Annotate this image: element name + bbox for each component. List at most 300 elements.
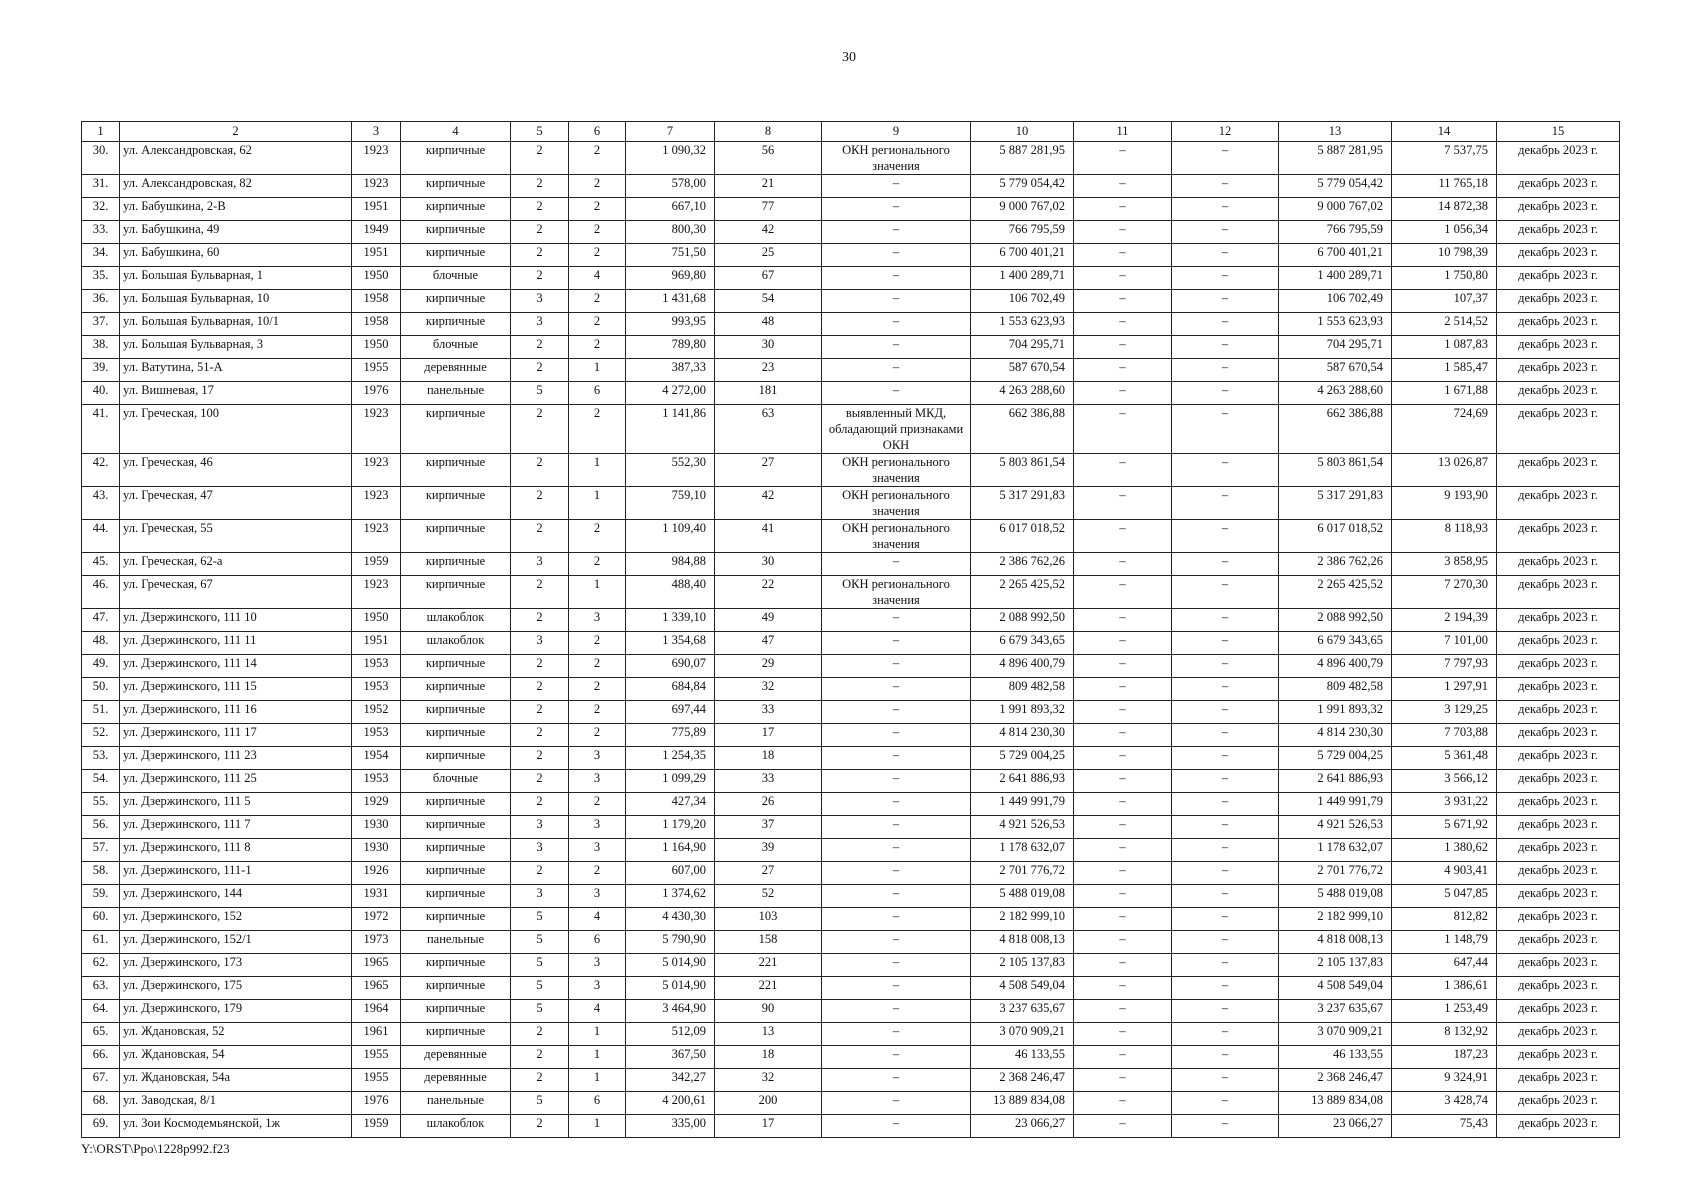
cell-heritage-status: – <box>822 632 971 655</box>
cell-area: 488,40 <box>626 576 715 609</box>
table-body <box>82 142 1620 1138</box>
cell-cost-col-11: – <box>1074 520 1172 553</box>
column-header-15: 15 <box>1497 122 1620 142</box>
table-row <box>82 198 1620 221</box>
table-row <box>82 520 1620 553</box>
cell-cost-per-sqm: 812,82 <box>1392 908 1497 931</box>
cell-entrances: 3 <box>569 839 626 862</box>
cell-residents: 33 <box>715 770 822 793</box>
cell-entrances: 3 <box>569 885 626 908</box>
cell-cost-total: 809 482,58 <box>971 678 1074 701</box>
cell-cost-col-12: – <box>1172 175 1279 198</box>
cell-cost-col-13: 1 178 632,07 <box>1279 839 1392 862</box>
cell-row-number: 57. <box>82 839 120 862</box>
table-row <box>82 908 1620 931</box>
cell-deadline: декабрь 2023 г. <box>1497 954 1620 977</box>
cell-area: 759,10 <box>626 487 715 520</box>
cell-entrances: 3 <box>569 747 626 770</box>
table-row <box>82 954 1620 977</box>
column-header-10: 10 <box>971 122 1074 142</box>
cell-cost-per-sqm: 9 193,90 <box>1392 487 1497 520</box>
cell-cost-col-11: – <box>1074 701 1172 724</box>
cell-heritage-status: – <box>822 678 971 701</box>
cell-floors: 2 <box>511 1115 569 1138</box>
cell-year-built: 1965 <box>352 977 401 1000</box>
cell-entrances: 2 <box>569 655 626 678</box>
cell-residents: 56 <box>715 142 822 175</box>
cell-cost-col-11: – <box>1074 405 1172 454</box>
cell-heritage-status: – <box>822 816 971 839</box>
cell-area: 775,89 <box>626 724 715 747</box>
cell-cost-col-13: 5 317 291,83 <box>1279 487 1392 520</box>
cell-address: ул. Дзержинского, 111 25 <box>120 770 352 793</box>
cell-cost-col-13: 5 803 861,54 <box>1279 454 1392 487</box>
cell-address: ул. Вишневая, 17 <box>120 382 352 405</box>
cell-address: ул. Заводская, 8/1 <box>120 1092 352 1115</box>
cell-deadline: декабрь 2023 г. <box>1497 862 1620 885</box>
cell-cost-col-13: 2 088 992,50 <box>1279 609 1392 632</box>
cell-cost-per-sqm: 2 194,39 <box>1392 609 1497 632</box>
table-row <box>82 290 1620 313</box>
cell-entrances: 3 <box>569 977 626 1000</box>
cell-cost-col-12: – <box>1172 1069 1279 1092</box>
column-header-3: 3 <box>352 122 401 142</box>
cell-residents: 200 <box>715 1092 822 1115</box>
cell-deadline: декабрь 2023 г. <box>1497 770 1620 793</box>
cell-deadline: декабрь 2023 г. <box>1497 576 1620 609</box>
cell-cost-col-12: – <box>1172 454 1279 487</box>
cell-address: ул. Зои Космодемьянской, 1ж <box>120 1115 352 1138</box>
table-row <box>82 382 1620 405</box>
cell-area: 512,09 <box>626 1023 715 1046</box>
cell-floors: 3 <box>511 313 569 336</box>
cell-area: 5 790,90 <box>626 931 715 954</box>
housing-table-container <box>81 121 1619 1138</box>
cell-year-built: 1955 <box>352 359 401 382</box>
table-row <box>82 454 1620 487</box>
cell-year-built: 1950 <box>352 267 401 290</box>
cell-address: ул. Большая Бульварная, 1 <box>120 267 352 290</box>
cell-row-number: 47. <box>82 609 120 632</box>
cell-cost-col-12: – <box>1172 977 1279 1000</box>
cell-row-number: 67. <box>82 1069 120 1092</box>
cell-cost-col-13: 4 921 526,53 <box>1279 816 1392 839</box>
cell-year-built: 1958 <box>352 290 401 313</box>
cell-heritage-status: – <box>822 359 971 382</box>
table-row <box>82 313 1620 336</box>
cell-cost-col-13: 6 700 401,21 <box>1279 244 1392 267</box>
cell-wall-material: кирпичные <box>401 885 511 908</box>
cell-entrances: 2 <box>569 198 626 221</box>
cell-floors: 2 <box>511 770 569 793</box>
cell-entrances: 3 <box>569 770 626 793</box>
cell-cost-col-13: 2 368 246,47 <box>1279 1069 1392 1092</box>
cell-area: 578,00 <box>626 175 715 198</box>
cell-cost-col-11: – <box>1074 885 1172 908</box>
cell-entrances: 2 <box>569 405 626 454</box>
cell-entrances: 2 <box>569 313 626 336</box>
cell-heritage-status: – <box>822 1023 971 1046</box>
cell-cost-col-11: – <box>1074 487 1172 520</box>
cell-entrances: 3 <box>569 609 626 632</box>
table-row <box>82 1069 1620 1092</box>
table-row <box>82 576 1620 609</box>
cell-heritage-status: – <box>822 793 971 816</box>
cell-cost-col-12: – <box>1172 862 1279 885</box>
cell-wall-material: блочные <box>401 770 511 793</box>
cell-residents: 42 <box>715 221 822 244</box>
cell-area: 993,95 <box>626 313 715 336</box>
cell-cost-col-12: – <box>1172 931 1279 954</box>
cell-heritage-status: – <box>822 954 971 977</box>
cell-residents: 67 <box>715 267 822 290</box>
cell-entrances: 3 <box>569 954 626 977</box>
cell-wall-material: деревянные <box>401 1069 511 1092</box>
cell-cost-col-11: – <box>1074 839 1172 862</box>
cell-entrances: 6 <box>569 1092 626 1115</box>
cell-address: ул. Бабушкина, 60 <box>120 244 352 267</box>
cell-year-built: 1950 <box>352 336 401 359</box>
cell-floors: 2 <box>511 1046 569 1069</box>
cell-cost-per-sqm: 3 566,12 <box>1392 770 1497 793</box>
cell-entrances: 2 <box>569 221 626 244</box>
cell-address: ул. Греческая, 46 <box>120 454 352 487</box>
cell-cost-col-12: – <box>1172 244 1279 267</box>
cell-address: ул. Бабушкина, 49 <box>120 221 352 244</box>
cell-cost-per-sqm: 5 361,48 <box>1392 747 1497 770</box>
cell-area: 1 109,40 <box>626 520 715 553</box>
cell-cost-total: 3 070 909,21 <box>971 1023 1074 1046</box>
cell-deadline: декабрь 2023 г. <box>1497 359 1620 382</box>
cell-deadline: декабрь 2023 г. <box>1497 977 1620 1000</box>
cell-cost-col-13: 5 887 281,95 <box>1279 142 1392 175</box>
cell-cost-col-13: 5 779 054,42 <box>1279 175 1392 198</box>
cell-cost-col-13: 4 814 230,30 <box>1279 724 1392 747</box>
cell-entrances: 1 <box>569 576 626 609</box>
cell-address: ул. Большая Бульварная, 10 <box>120 290 352 313</box>
cell-cost-col-11: – <box>1074 931 1172 954</box>
cell-heritage-status: ОКН регионального значения <box>822 454 971 487</box>
table-row <box>82 487 1620 520</box>
cell-floors: 2 <box>511 487 569 520</box>
cell-cost-per-sqm: 9 324,91 <box>1392 1069 1497 1092</box>
cell-year-built: 1930 <box>352 839 401 862</box>
cell-address: ул. Дзержинского, 111 7 <box>120 816 352 839</box>
cell-heritage-status: – <box>822 244 971 267</box>
cell-area: 552,30 <box>626 454 715 487</box>
cell-residents: 30 <box>715 553 822 576</box>
cell-cost-total: 9 000 767,02 <box>971 198 1074 221</box>
cell-cost-col-12: – <box>1172 1000 1279 1023</box>
cell-cost-col-13: 5 729 004,25 <box>1279 747 1392 770</box>
cell-entrances: 2 <box>569 290 626 313</box>
cell-entrances: 1 <box>569 1115 626 1138</box>
cell-wall-material: кирпичные <box>401 454 511 487</box>
cell-wall-material: панельные <box>401 1092 511 1115</box>
cell-year-built: 1949 <box>352 221 401 244</box>
cell-area: 800,30 <box>626 221 715 244</box>
table-row <box>82 701 1620 724</box>
cell-year-built: 1973 <box>352 931 401 954</box>
cell-address: ул. Дзержинского, 152/1 <box>120 931 352 954</box>
cell-cost-col-13: 809 482,58 <box>1279 678 1392 701</box>
cell-heritage-status: – <box>822 175 971 198</box>
cell-cost-col-13: 6 679 343,65 <box>1279 632 1392 655</box>
cell-row-number: 36. <box>82 290 120 313</box>
cell-wall-material: кирпичные <box>401 405 511 454</box>
cell-cost-col-11: – <box>1074 977 1172 1000</box>
cell-entrances: 4 <box>569 267 626 290</box>
cell-cost-total: 6 679 343,65 <box>971 632 1074 655</box>
table-row <box>82 724 1620 747</box>
cell-row-number: 40. <box>82 382 120 405</box>
cell-row-number: 53. <box>82 747 120 770</box>
cell-wall-material: кирпичные <box>401 576 511 609</box>
cell-year-built: 1923 <box>352 454 401 487</box>
cell-area: 1 374,62 <box>626 885 715 908</box>
cell-cost-total: 4 921 526,53 <box>971 816 1074 839</box>
table-row <box>82 885 1620 908</box>
cell-cost-col-13: 766 795,59 <box>1279 221 1392 244</box>
cell-residents: 17 <box>715 1115 822 1138</box>
table-row <box>82 678 1620 701</box>
cell-year-built: 1972 <box>352 908 401 931</box>
cell-residents: 37 <box>715 816 822 839</box>
cell-floors: 3 <box>511 553 569 576</box>
cell-entrances: 2 <box>569 701 626 724</box>
cell-wall-material: кирпичные <box>401 175 511 198</box>
cell-residents: 63 <box>715 405 822 454</box>
cell-cost-total: 2 386 762,26 <box>971 553 1074 576</box>
cell-entrances: 1 <box>569 1023 626 1046</box>
table-header-row <box>82 122 1620 142</box>
cell-year-built: 1959 <box>352 553 401 576</box>
cell-cost-col-11: – <box>1074 198 1172 221</box>
cell-address: ул. Греческая, 47 <box>120 487 352 520</box>
cell-cost-col-12: – <box>1172 1115 1279 1138</box>
column-header-8: 8 <box>715 122 822 142</box>
cell-heritage-status: – <box>822 382 971 405</box>
cell-cost-per-sqm: 1 148,79 <box>1392 931 1497 954</box>
cell-heritage-status: выявленный МКД, обладающий признаками ОКН <box>822 405 971 454</box>
cell-cost-col-13: 4 896 400,79 <box>1279 655 1392 678</box>
cell-cost-col-13: 2 265 425,52 <box>1279 576 1392 609</box>
cell-cost-col-13: 1 991 893,32 <box>1279 701 1392 724</box>
cell-wall-material: кирпичные <box>401 1023 511 1046</box>
cell-year-built: 1953 <box>352 655 401 678</box>
cell-row-number: 33. <box>82 221 120 244</box>
cell-cost-col-12: – <box>1172 336 1279 359</box>
cell-year-built: 1950 <box>352 609 401 632</box>
cell-row-number: 62. <box>82 954 120 977</box>
cell-cost-col-11: – <box>1074 747 1172 770</box>
cell-year-built: 1958 <box>352 313 401 336</box>
cell-cost-col-12: – <box>1172 839 1279 862</box>
cell-wall-material: кирпичные <box>401 862 511 885</box>
cell-year-built: 1959 <box>352 1115 401 1138</box>
cell-area: 607,00 <box>626 862 715 885</box>
cell-cost-col-13: 3 070 909,21 <box>1279 1023 1392 1046</box>
cell-year-built: 1930 <box>352 816 401 839</box>
cell-heritage-status: – <box>822 862 971 885</box>
cell-cost-col-12: – <box>1172 701 1279 724</box>
cell-entrances: 2 <box>569 553 626 576</box>
cell-area: 984,88 <box>626 553 715 576</box>
cell-deadline: декабрь 2023 г. <box>1497 816 1620 839</box>
cell-cost-col-12: – <box>1172 142 1279 175</box>
table-row <box>82 1046 1620 1069</box>
cell-year-built: 1976 <box>352 382 401 405</box>
cell-floors: 2 <box>511 221 569 244</box>
cell-residents: 52 <box>715 885 822 908</box>
cell-cost-per-sqm: 75,43 <box>1392 1115 1497 1138</box>
cell-heritage-status: – <box>822 1046 971 1069</box>
cell-residents: 18 <box>715 1046 822 1069</box>
cell-floors: 2 <box>511 793 569 816</box>
cell-cost-total: 2 701 776,72 <box>971 862 1074 885</box>
cell-row-number: 41. <box>82 405 120 454</box>
cell-cost-per-sqm: 14 872,38 <box>1392 198 1497 221</box>
page-number: 30 <box>842 50 856 65</box>
cell-cost-col-12: – <box>1172 655 1279 678</box>
cell-residents: 48 <box>715 313 822 336</box>
cell-address: ул. Александровская, 62 <box>120 142 352 175</box>
cell-cost-col-11: – <box>1074 1115 1172 1138</box>
cell-cost-total: 5 779 054,42 <box>971 175 1074 198</box>
cell-heritage-status: – <box>822 655 971 678</box>
cell-address: ул. Греческая, 67 <box>120 576 352 609</box>
cell-deadline: декабрь 2023 г. <box>1497 701 1620 724</box>
cell-cost-col-11: – <box>1074 1092 1172 1115</box>
cell-address: ул. Греческая, 100 <box>120 405 352 454</box>
cell-cost-col-12: – <box>1172 816 1279 839</box>
cell-heritage-status: – <box>822 839 971 862</box>
cell-heritage-status: – <box>822 1115 971 1138</box>
cell-cost-col-12: – <box>1172 908 1279 931</box>
cell-cost-col-12: – <box>1172 359 1279 382</box>
cell-cost-col-11: – <box>1074 454 1172 487</box>
column-header-5: 5 <box>511 122 569 142</box>
cell-residents: 13 <box>715 1023 822 1046</box>
cell-cost-per-sqm: 5 047,85 <box>1392 885 1497 908</box>
cell-cost-col-13: 1 553 623,93 <box>1279 313 1392 336</box>
cell-residents: 27 <box>715 862 822 885</box>
cell-entrances: 2 <box>569 520 626 553</box>
cell-floors: 2 <box>511 576 569 609</box>
cell-cost-col-13: 2 182 999,10 <box>1279 908 1392 931</box>
cell-wall-material: кирпичные <box>401 487 511 520</box>
cell-cost-col-11: – <box>1074 290 1172 313</box>
cell-row-number: 31. <box>82 175 120 198</box>
cell-cost-col-11: – <box>1074 770 1172 793</box>
cell-address: ул. Дзержинского, 175 <box>120 977 352 1000</box>
cell-heritage-status: – <box>822 609 971 632</box>
table-row <box>82 655 1620 678</box>
cell-cost-total: 4 814 230,30 <box>971 724 1074 747</box>
cell-area: 1 431,68 <box>626 290 715 313</box>
cell-address: ул. Дзержинского, 152 <box>120 908 352 931</box>
column-header-13: 13 <box>1279 122 1392 142</box>
cell-cost-col-13: 1 449 991,79 <box>1279 793 1392 816</box>
cell-cost-total: 5 887 281,95 <box>971 142 1074 175</box>
table-row <box>82 175 1620 198</box>
cell-heritage-status: ОКН регионального значения <box>822 142 971 175</box>
cell-wall-material: кирпичные <box>401 142 511 175</box>
cell-deadline: декабрь 2023 г. <box>1497 487 1620 520</box>
cell-cost-total: 6 700 401,21 <box>971 244 1074 267</box>
cell-row-number: 37. <box>82 313 120 336</box>
table-row <box>82 816 1620 839</box>
cell-residents: 22 <box>715 576 822 609</box>
cell-cost-per-sqm: 1 056,34 <box>1392 221 1497 244</box>
cell-address: ул. Бабушкина, 2-В <box>120 198 352 221</box>
cell-area: 1 179,20 <box>626 816 715 839</box>
table-row <box>82 1092 1620 1115</box>
cell-residents: 32 <box>715 1069 822 1092</box>
cell-deadline: декабрь 2023 г. <box>1497 175 1620 198</box>
cell-heritage-status: ОКН регионального значения <box>822 487 971 520</box>
cell-entrances: 6 <box>569 931 626 954</box>
cell-wall-material: деревянные <box>401 359 511 382</box>
cell-row-number: 30. <box>82 142 120 175</box>
cell-cost-col-12: – <box>1172 770 1279 793</box>
cell-heritage-status: – <box>822 1000 971 1023</box>
cell-year-built: 1929 <box>352 793 401 816</box>
cell-address: ул. Ждановская, 54а <box>120 1069 352 1092</box>
cell-deadline: декабрь 2023 г. <box>1497 553 1620 576</box>
cell-floors: 3 <box>511 290 569 313</box>
cell-cost-col-11: – <box>1074 655 1172 678</box>
cell-year-built: 1923 <box>352 405 401 454</box>
cell-floors: 2 <box>511 198 569 221</box>
cell-heritage-status: – <box>822 1092 971 1115</box>
cell-heritage-status: – <box>822 553 971 576</box>
cell-year-built: 1951 <box>352 244 401 267</box>
cell-entrances: 3 <box>569 816 626 839</box>
cell-row-number: 45. <box>82 553 120 576</box>
table-row <box>82 1115 1620 1138</box>
cell-area: 427,34 <box>626 793 715 816</box>
cell-row-number: 61. <box>82 931 120 954</box>
cell-floors: 3 <box>511 816 569 839</box>
cell-floors: 5 <box>511 908 569 931</box>
cell-cost-col-11: – <box>1074 221 1172 244</box>
cell-cost-col-11: – <box>1074 954 1172 977</box>
cell-wall-material: блочные <box>401 267 511 290</box>
cell-cost-total: 704 295,71 <box>971 336 1074 359</box>
cell-deadline: декабрь 2023 г. <box>1497 655 1620 678</box>
cell-entrances: 2 <box>569 336 626 359</box>
cell-year-built: 1923 <box>352 175 401 198</box>
cell-cost-col-11: – <box>1074 609 1172 632</box>
cell-address: ул. Александровская, 82 <box>120 175 352 198</box>
cell-cost-col-11: – <box>1074 1000 1172 1023</box>
cell-residents: 103 <box>715 908 822 931</box>
cell-area: 5 014,90 <box>626 977 715 1000</box>
cell-deadline: декабрь 2023 г. <box>1497 1023 1620 1046</box>
cell-floors: 2 <box>511 359 569 382</box>
cell-heritage-status: – <box>822 931 971 954</box>
cell-heritage-status: – <box>822 885 971 908</box>
cell-address: ул. Дзержинского, 111 11 <box>120 632 352 655</box>
cell-heritage-status: – <box>822 267 971 290</box>
cell-address: ул. Дзержинского, 179 <box>120 1000 352 1023</box>
column-header-14: 14 <box>1392 122 1497 142</box>
cell-cost-col-11: – <box>1074 678 1172 701</box>
cell-wall-material: кирпичные <box>401 553 511 576</box>
cell-deadline: декабрь 2023 г. <box>1497 142 1620 175</box>
cell-cost-col-13: 13 889 834,08 <box>1279 1092 1392 1115</box>
